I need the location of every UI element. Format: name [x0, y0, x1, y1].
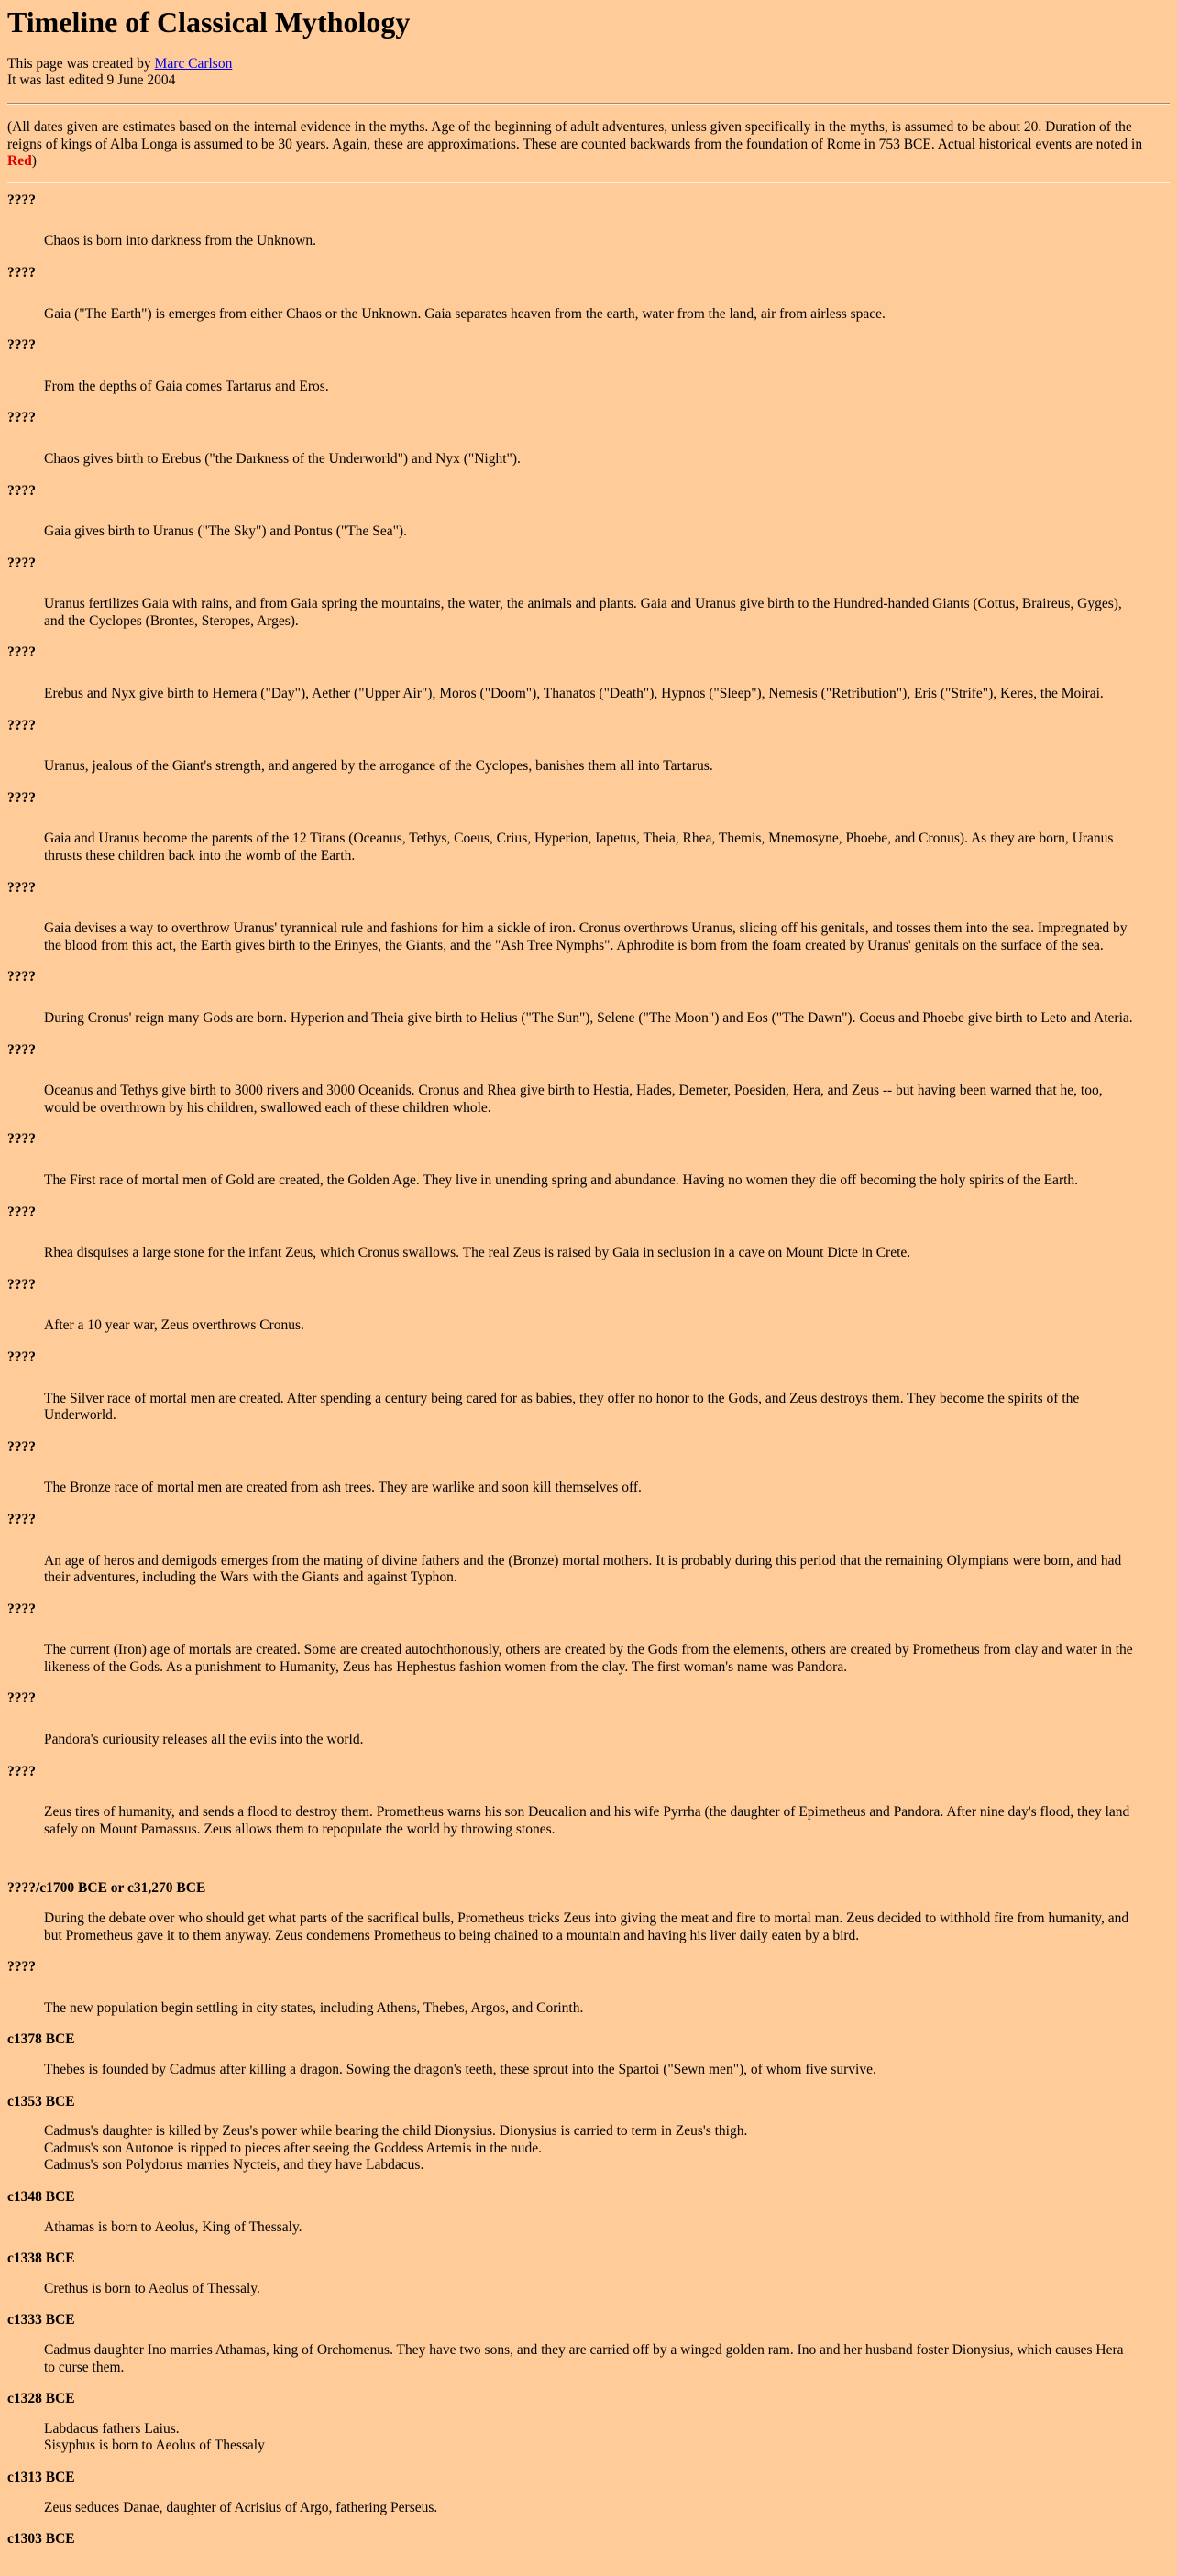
entry-line: Oceanus and Tethys give birth to 3000 rivers and 3000 Oceanids. Cronus and Rhea give birth to Hestia, Hades, Demeter, Poesiden, Hera, and Zeus -- but having been warned that he, too, would be overthrown by his children, swallowed each of these children whole. — [44, 1083, 1103, 1116]
entry-date: ???? — [7, 410, 36, 426]
entry-description — [44, 1149, 1133, 1205]
entry-description — [44, 2207, 1133, 2251]
entry-description — [44, 1618, 1133, 1690]
timeline-entry — [7, 483, 1170, 556]
timeline-entry — [7, 880, 1170, 970]
timeline-entry — [7, 1042, 1170, 1132]
note-text: (All dates given are estimates based on the internal evidence in the myths. Age of the beginning of adult adventures, unless given specifically in the myths, is assumed to be about 20. Duration of the reigns of kings of Alba Longa is assumed to be 30 years. Again, these are approximations. These are counted backwards from the foundation of Rome in 753 BCE. Actual historical events are noted in — [7, 118, 1143, 152]
entry-description — [44, 1294, 1133, 1349]
entry-date: ????/c1700 BCE or c31,270 BCE — [7, 1880, 206, 1897]
entry-description — [44, 897, 1133, 969]
entry-line: Thebes is founded by Cadmus after killing a dragon. Sowing the dragon's teeth, these sprout into the Spartoi ("Sewn men"), of whom five survive. — [44, 2062, 876, 2078]
entry-date: ???? — [7, 1438, 36, 1455]
timeline-entry — [7, 1512, 1170, 1602]
entry-line: Cadmus's son Autonoe is ripped to pieces after seeing the Goddess Artemis in the nude. — [44, 2140, 543, 2156]
entry-line: Cadmus's daughter is killed by Zeus's power while bearing the child Dionysius. Dionysius is carried to term in Zeus's thigh. — [44, 2123, 748, 2140]
timeline-entry — [7, 1439, 1170, 1512]
entry-description — [44, 734, 1133, 790]
entry-description — [44, 1367, 1133, 1439]
entry-date: ???? — [7, 1204, 36, 1220]
entry-date: ???? — [7, 192, 36, 208]
entry-line: Sisyphus is born to Aeolus of Thessaly — [44, 2438, 265, 2454]
entry-description — [44, 2329, 1133, 2391]
entry-line: Gaia ("The Earth") is emerges from either Chaos or the Unknown. Gaia separates heaven from the earth, water from the land, air from airless space. — [44, 305, 886, 322]
entry-description — [44, 1059, 1133, 1131]
entry-date: ???? — [7, 1763, 36, 1779]
entry-date: ???? — [7, 717, 36, 733]
entry-description — [44, 2049, 1133, 2094]
entry-line: Pandora's curiousity releases all the evils into the world. — [44, 1732, 364, 1748]
timeline-entry — [7, 410, 1170, 482]
entry-date: ???? — [7, 1959, 36, 1976]
entry-line: Chaos gives birth to Erebus ("the Darkness of the Underworld") and Nyx ("Night"). — [44, 450, 521, 467]
entry-description — [44, 1780, 1133, 1853]
entry-date: c1348 BCE — [7, 2188, 75, 2205]
entry-line: An age of heros and demigods emerges from the mating of divine fathers and the (Bronze) mortal mothers. It is probably during this period that the remaining Olympians were born, and had their adventures, including the Wars with the Giants and against Typhon. — [44, 1552, 1122, 1586]
entry-date: ???? — [7, 1041, 36, 1058]
entry-description — [44, 282, 1133, 338]
entry-line: The Silver race of mortal men are created. After spending a century being cared for as babies, they offer no honor to the Gods, and Zeus destroys them. They become the spirits of the Underworld. — [44, 1390, 1080, 1424]
entry-description — [44, 2548, 1133, 2576]
note-close: ) — [31, 153, 37, 170]
entry-date: c1328 BCE — [7, 2391, 75, 2407]
entry-date: c1353 BCE — [7, 2093, 75, 2109]
entry-date: c1303 BCE — [7, 2531, 75, 2548]
entry-description — [44, 572, 1133, 644]
entry-description — [44, 1221, 1133, 1277]
entry-line: After a 10 year war, Zeus overthrows Cronus. — [44, 1317, 304, 1334]
timeline-entry — [7, 969, 1170, 1041]
note-red-word: Red — [7, 153, 32, 170]
entry-line: During Cronus' reign many Gods are born. Hyperion and Theia give birth to Helius ("The Sun"), Selene ("The Moon") and Eos ("The Dawn"). Coeus and Phoebe give birth to Leto and Ateria. — [44, 1010, 1133, 1027]
entry-description — [44, 427, 1133, 483]
timeline-entry — [7, 790, 1170, 880]
dating-note — [7, 119, 1170, 171]
entry-line: During the debate over who should get what parts of the sacrifical bulls, Prometheus tricks Zeus into giving the meat and fire to mortal man. Zeus decided to withhold fire from humanity, and but Prometheus gave it to them anyway. Zeus condemens Prometheus to being chained to a mountain and having his liver daily eaten by a bird. — [44, 1910, 1129, 1943]
entry-line: Uranus, jealous of the Giant's strength, and angered by the arrogance of the Cyclopes, banishes them all into Tartarus. — [44, 758, 713, 775]
entry-line: Cadmus's son Polydorus marries Nycteis, and they have Labdacus. — [44, 2157, 424, 2174]
timeline-entry — [7, 193, 1170, 265]
page-title: Timeline of Classical Mythology — [7, 6, 411, 39]
entry-line: From the depths of Gaia comes Tartarus and Eros. — [44, 378, 329, 394]
entry-line: Zeus tires of humanity, and sends a flood to destroy them. Prometheus warns his son Deucalion and his wife Pyrrha (the daughter of Epimetheus and Pandora. After nine day's flood, they land safely on Mount Parnassus. Zeus allows them to repopulate the world by throwing stones. — [44, 1804, 1130, 1837]
timeline-entry — [7, 2251, 1170, 2312]
entry-description — [44, 355, 1133, 411]
entry-line: The new population begin settling in city states, including Athens, Thebes, Argos, and Corinth. — [44, 1999, 584, 2016]
entry-line: Chaos is born into darkness from the Unknown. — [44, 233, 317, 249]
timeline-entry — [7, 265, 1170, 337]
author-link[interactable]: Marc Carlson — [154, 55, 233, 72]
entry-date: ???? — [7, 337, 36, 354]
created-prefix: This page was created by — [7, 55, 155, 72]
entry-date: ???? — [7, 789, 36, 806]
entry-description — [44, 986, 1133, 1042]
entry-line: Gaia gives birth to Uranus ("The Sky") and Pontus ("The Sea"). — [44, 523, 407, 540]
entry-line: The Bronze race of mortal men are created from ash trees. They are warlike and soon kill themselves off. — [44, 1480, 642, 1496]
entry-description — [44, 2408, 1133, 2470]
entry-description — [44, 2110, 1133, 2189]
entry-line: The current (Iron) age of mortals are created. Some are created autochthonously, others are created by the Gods from the elements, others are created by Prometheus from clay and water in the likeness of the Gods. As a punishment to Humanity, Zeus has Hephestus fashion women from the clay. The first woman's name was Pandora. — [44, 1642, 1133, 1675]
created-line — [7, 56, 1170, 73]
timeline-entry — [7, 644, 1170, 717]
entry-description — [44, 807, 1133, 879]
entry-line: Labdacus fathers Laius. — [44, 2420, 180, 2437]
timeline-entry — [7, 1349, 1170, 1439]
entry-description — [44, 2487, 1133, 2532]
timeline-entry — [7, 718, 1170, 790]
divider-top — [7, 103, 1170, 105]
timeline-entry — [7, 337, 1170, 410]
timeline-entry — [7, 2391, 1170, 2470]
timeline-entry — [7, 1690, 1170, 1763]
entry-date: c1378 BCE — [7, 2031, 75, 2048]
entry-description — [44, 2268, 1133, 2313]
entry-line: Gaia devises a way to overthrow Uranus' tyrannical rule and fashions for him a sickle of iron. Cronus overthrows Uranus, slicing off his genitals, and tosses them into the sea. Impregnated by the blood from this act, the Earth gives birth to the Erinyes, the Giants, and the "Ash Tree Nymphs". Aphrodite is born from the foam created by Uranus' genitals on the surface of the sea. — [44, 920, 1128, 953]
entry-date: ???? — [7, 879, 36, 896]
timeline-entry — [7, 2031, 1170, 2093]
timeline-entry — [7, 1602, 1170, 1691]
timeline-entry — [7, 556, 1170, 645]
entry-line: Gaia and Uranus become the parents of the 12 Titans (Oceanus, Tethys, Coeus, Crius, Hyperion, Iapetus, Theia, Rhea, Themis, Mnemosyne, Phoebe, and Cronus). As they are born, Uranus thrusts these children back into the womb of the Earth. — [44, 831, 1114, 864]
entry-date: c1313 BCE — [7, 2469, 75, 2485]
entry-line: Athamas is born to Aeolus, King of Thessaly. — [44, 2218, 302, 2235]
entry-date: ???? — [7, 1349, 36, 1365]
entry-date: ???? — [7, 1601, 36, 1617]
entry-date: ???? — [7, 482, 36, 499]
timeline-entry — [7, 1205, 1170, 1277]
entry-description — [44, 662, 1133, 718]
entry-line: Crethus is born to Aeolus of Thessaly. — [44, 2280, 260, 2296]
page-meta — [7, 56, 1170, 90]
timeline-entry — [7, 1277, 1170, 1349]
entry-date: ???? — [7, 1511, 36, 1527]
timeline-entry — [7, 2312, 1170, 2391]
entry-line: Cadmus daughter Ino marries Athamas, king of Orchomenus. They have two sons, and they are carried off by a winged golden ram. Ino and her husband foster Dionysius, which causes Hera to curse them. — [44, 2341, 1124, 2375]
timeline-entry — [7, 2531, 1170, 2576]
timeline-entry — [7, 1131, 1170, 1204]
timeline-entry — [7, 2470, 1170, 2531]
entry-description — [44, 1708, 1133, 1764]
entry-date: c1338 BCE — [7, 2251, 75, 2267]
timeline-entry — [7, 2094, 1170, 2189]
entry-line: Rhea disquises a large stone for the infant Zeus, which Cronus swallows. The real Zeus is raised by Gaia in seclusion in a cave on Mount Dicte in Crete. — [44, 1245, 911, 1261]
entry-date: ???? — [7, 1131, 36, 1148]
timeline-entry — [7, 1764, 1170, 1854]
divider-bottom — [7, 182, 1170, 183]
entry-line: Zeus seduces Danae, daughter of Acrisius of Argo, fathering Perseus. — [44, 2499, 438, 2515]
timeline-entry — [7, 1880, 1170, 1959]
entry-line: Uranus fertilizes Gaia with rains, and from Gaia spring the mountains, the water, the animals and plants. Gaia and Uranus give birth to the Hundred-handed Giants (Cottus, Braireus, Gyges), and the Cyclopes (Brontes, Steropes, Arges). — [44, 596, 1122, 629]
timeline — [7, 193, 1170, 2576]
entry-description — [44, 1898, 1133, 1959]
entry-description — [44, 209, 1133, 265]
entry-date: ???? — [7, 1276, 36, 1293]
entry-line: The First race of mortal men of Gold are created, the Golden Age. They live in unending spring and abundance. Having no women they die off becoming the holy spirits of the Earth. — [44, 1172, 1079, 1188]
entry-description — [44, 1976, 1133, 2032]
timeline-entry — [7, 2189, 1170, 2251]
entry-date: ???? — [7, 264, 36, 281]
entry-date: ???? — [7, 644, 36, 661]
entry-date: ???? — [7, 555, 36, 571]
entry-date: c1333 BCE — [7, 2312, 75, 2328]
entry-date: ???? — [7, 969, 36, 985]
entry-date: ???? — [7, 1690, 36, 1707]
timeline-entry — [7, 1959, 1170, 2031]
entry-description — [44, 500, 1133, 556]
entry-description — [44, 1529, 1133, 1602]
entry-line: Erebus and Nyx give birth to Hemera ("Day"), Aether ("Upper Air"), Moros ("Doom"), Thanatos ("Death"), Hypnos ("Sleep"), Nemesis ("Retribution"), Eris ("Strife"), Keres, the Moirai. — [44, 686, 1104, 702]
edited-line: It was last edited 9 June 2004 — [7, 72, 176, 89]
entry-description — [44, 1456, 1133, 1512]
